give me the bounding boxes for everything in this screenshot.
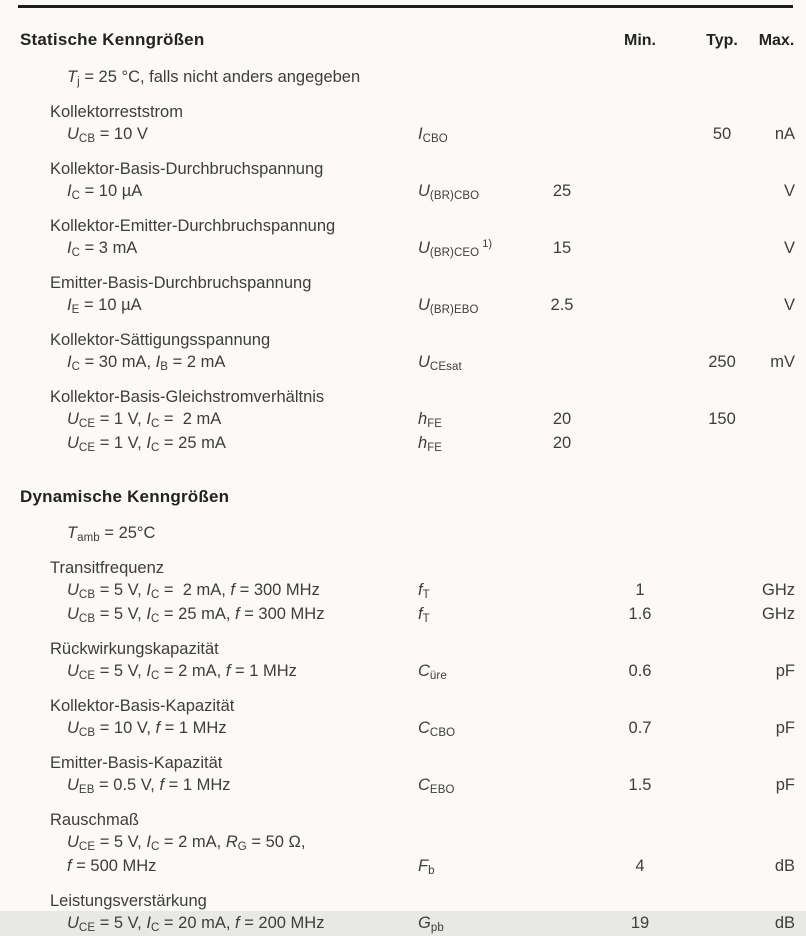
max-value-cell: 250 <box>708 353 736 371</box>
static-section <box>20 29 795 456</box>
condition-cell: IE = 10 µA <box>67 296 142 316</box>
section-header-row <box>20 486 795 508</box>
parameter-name: Rauschmaß <box>50 811 139 829</box>
parameter-row <box>20 123 795 147</box>
condition-cell: UCE = 5 V, IC = 2 mA, RG = 50 Ω, <box>67 833 306 853</box>
parameter-rows <box>20 123 795 147</box>
unit-cell: pF <box>775 662 795 680</box>
conditions-note: Tamb = 25°C <box>67 524 156 544</box>
parameter-rows <box>20 351 795 375</box>
symbol-cell: Gpb <box>418 914 444 934</box>
symbol-cell: CCBO <box>418 719 456 739</box>
condition-cell: IC = 10 µA <box>67 182 143 202</box>
parameter-name: Transitfrequenz <box>50 559 165 577</box>
min-value-cell: 15 <box>552 239 572 257</box>
symbol-cell: CEBO <box>418 776 455 796</box>
parameter-rows <box>20 237 795 261</box>
parameter-group <box>20 752 795 798</box>
unit-cell: dB <box>774 914 795 932</box>
parameter-group <box>20 695 795 741</box>
min-value-cell: 25 <box>552 182 572 200</box>
unit-cell: V <box>783 182 795 200</box>
parameter-name: Emitter-Basis-Kapazität <box>50 754 223 772</box>
section-title: Statische Kenngrößen <box>20 30 205 49</box>
parameter-group <box>20 557 795 627</box>
parameter-group <box>20 638 795 684</box>
parameter-name: Leistungsverstärkung <box>50 892 207 910</box>
parameter-group <box>20 215 795 261</box>
symbol-cell: fT <box>418 581 430 601</box>
section-header-row <box>20 29 795 52</box>
parameter-name: Kollektor-Basis-Gleichstromverhältnis <box>50 388 325 406</box>
unit-cell: pF <box>775 719 795 737</box>
parameter-groups <box>20 557 795 936</box>
condition-cell: UCB = 5 V, IC = 25 mA, f = 300 MHz <box>67 605 325 625</box>
parameter-rows <box>20 408 795 456</box>
parameter-row <box>20 432 795 456</box>
typ-value-cell: 19 <box>630 914 650 932</box>
unit-cell: mV <box>770 353 795 371</box>
parameter-group <box>20 272 795 318</box>
parameter-rows <box>20 774 795 798</box>
symbol-cell: Fb <box>418 857 435 877</box>
parameter-rows <box>20 660 795 684</box>
parameter-name: Kollektorreststrom <box>50 103 183 121</box>
symbol-cell: U(BR)EBO <box>418 296 479 316</box>
condition-cell: UCE = 1 V, IC = 2 mA <box>67 410 222 430</box>
col-header-typ: Typ. <box>706 32 738 49</box>
condition-cell: IC = 30 mA, IB = 2 mA <box>67 353 226 373</box>
symbol-cell: ICBO <box>418 125 448 145</box>
col-header-max: Max. <box>758 32 795 49</box>
condition-cell: UCB = 10 V <box>67 125 148 145</box>
parameter-name: Kollektor-Emitter-Durchbruchspannung <box>50 217 336 235</box>
condition-cell: f = 500 MHz <box>67 857 157 875</box>
typ-value-cell: 1.5 <box>628 776 652 794</box>
max-value-cell: 150 <box>708 410 736 428</box>
parameter-name: Kollektor-Basis-Durchbruchspannung <box>50 160 324 178</box>
min-value-cell: 2.5 <box>550 296 574 314</box>
parameter-name: Kollektor-Sättigungsspannung <box>50 331 271 349</box>
parameter-rows <box>20 912 795 936</box>
parameter-rows <box>20 717 795 741</box>
unit-cell: nA <box>774 125 795 143</box>
min-value-cell: 20 <box>552 410 572 428</box>
parameter-row <box>20 180 795 204</box>
section-title: Dynamische Kenngrößen <box>20 487 230 506</box>
symbol-cell: fT <box>418 605 430 625</box>
condition-cell: UCE = 5 V, IC = 20 mA, f = 200 MHz <box>67 914 325 934</box>
parameter-rows <box>20 831 795 879</box>
condition-cell: UCE = 1 V, IC = 25 mA <box>67 434 226 454</box>
parameter-row <box>20 579 795 603</box>
symbol-cell: hFE <box>418 434 443 454</box>
condition-cell: UCB = 5 V, IC = 2 mA, f = 300 MHz <box>67 581 320 601</box>
parameter-rows <box>20 180 795 204</box>
parameter-row <box>20 717 795 741</box>
symbol-cell: Cüre <box>418 662 447 682</box>
parameter-name: Kollektor-Basis-Kapazität <box>50 697 235 715</box>
parameter-group <box>20 386 795 456</box>
symbol-cell: hFE <box>418 410 443 430</box>
parameter-row <box>20 603 795 627</box>
condition-cell: UEB = 0.5 V, f = 1 MHz <box>67 776 231 796</box>
typ-value-cell: 0.7 <box>628 719 652 737</box>
dynamic-section <box>20 486 795 936</box>
parameter-rows <box>20 579 795 627</box>
condition-cell: UCE = 5 V, IC = 2 mA, f = 1 MHz <box>67 662 297 682</box>
parameter-row <box>20 660 795 684</box>
typ-value-cell: 4 <box>635 857 645 875</box>
min-value-cell: 20 <box>552 434 572 452</box>
condition-cell: UCB = 10 V, f = 1 MHz <box>67 719 227 739</box>
parameter-name: Emitter-Basis-Durchbruchspannung <box>50 274 312 292</box>
parameter-name: Rückwirkungskapazität <box>50 640 219 658</box>
unit-cell: pF <box>775 776 795 794</box>
parameter-rows <box>20 294 795 318</box>
parameter-group <box>20 809 795 879</box>
unit-cell: V <box>783 239 795 257</box>
parameter-row <box>20 294 795 318</box>
parameter-group <box>20 101 795 147</box>
parameter-row <box>20 831 795 855</box>
unit-cell: dB <box>774 857 795 875</box>
symbol-cell: U(BR)CEO $^{1)}$ <box>418 238 493 259</box>
typ-value-cell: 0.6 <box>628 662 652 680</box>
parameter-row <box>20 912 795 936</box>
parameter-row <box>20 855 795 879</box>
unit-cell: GHz <box>762 581 795 599</box>
conditions-note: Tj = 25 °C, falls nicht anders angegeben <box>67 68 361 88</box>
sections-root <box>20 29 795 936</box>
max-value-cell: 50 <box>712 125 732 143</box>
parameter-group <box>20 329 795 375</box>
typ-value-cell: 1 <box>635 581 645 599</box>
unit-cell: V <box>783 296 795 314</box>
parameter-group <box>20 890 795 936</box>
symbol-cell: UCEsat <box>418 353 462 373</box>
parameter-row <box>20 408 795 432</box>
unit-cell: GHz <box>762 605 795 623</box>
top-rule <box>18 5 793 8</box>
parameter-group <box>20 158 795 204</box>
typ-value-cell: 1.6 <box>628 605 652 623</box>
parameter-row <box>20 774 795 798</box>
condition-cell: IC = 3 mA <box>67 239 138 259</box>
parameter-row <box>20 237 795 261</box>
parameter-groups <box>20 101 795 456</box>
symbol-cell: U(BR)CBO <box>418 182 480 202</box>
col-header-min: Min. <box>624 32 656 49</box>
parameter-row <box>20 351 795 375</box>
